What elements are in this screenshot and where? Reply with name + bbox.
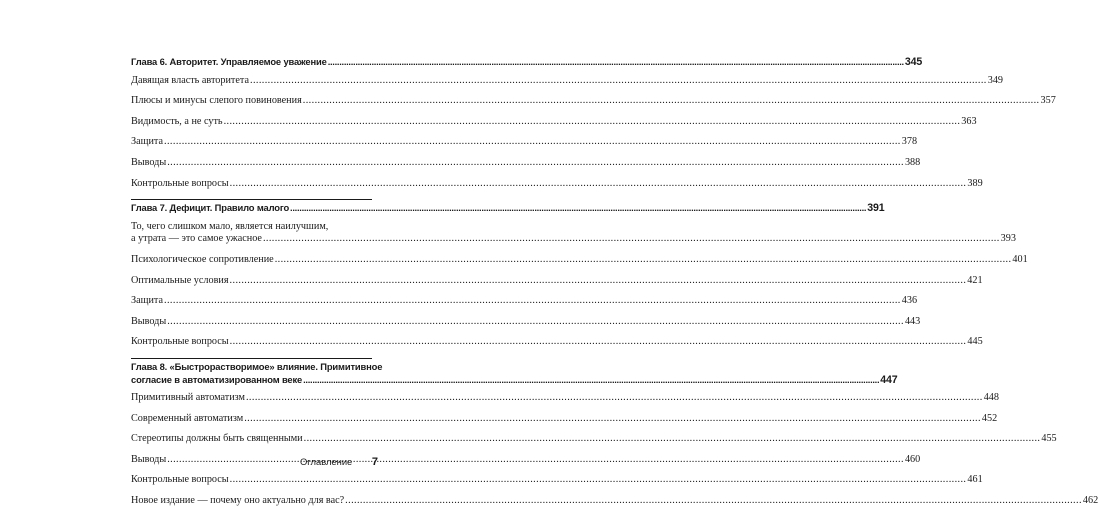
- chapter-page-number: 391: [867, 202, 885, 215]
- dot-leader: [230, 474, 967, 487]
- chapter-page-number: 345: [904, 56, 923, 68]
- dot-leader: [328, 56, 904, 69]
- toc-entry: [131, 274, 983, 288]
- toc-entry: [131, 136, 918, 149]
- page-number: 7: [371, 456, 378, 468]
- toc-entry: [131, 315, 921, 329]
- dot-leader: [250, 75, 987, 88]
- toc-entry: [131, 220, 1016, 246]
- toc-entry: [131, 412, 998, 426]
- entry-title-line: То, чего слишком мало, является наилучшим,: [131, 220, 329, 232]
- entry-title: Выводы: [131, 315, 167, 327]
- dot-leader: [246, 392, 983, 405]
- chapter-title-line: Глава 8. «Быстрорастворимое» влияние. Примитивное: [131, 360, 383, 372]
- entry-title: Новое издание — почему оно актуально для вас?: [131, 495, 345, 507]
- entry-title: а утрата — это самое ужасное: [131, 233, 262, 245]
- entry-page-number: 393: [1000, 233, 1016, 245]
- entry-page-number: 357: [1040, 95, 1056, 107]
- entry-title: Выводы: [131, 156, 167, 168]
- toc-entry: [131, 392, 999, 405]
- entry-page-number: 443: [904, 315, 921, 327]
- chapter-heading: [131, 358, 898, 386]
- entry-page-number: 455: [1041, 433, 1057, 445]
- entry-page-number: 349: [987, 74, 1003, 86]
- entry-page-number: 462: [1082, 495, 1098, 507]
- entry-page-number: 452: [981, 412, 998, 424]
- dot-leader: [164, 295, 901, 308]
- entry-title: Защита: [131, 136, 164, 148]
- entry-title: Выводы: [131, 453, 167, 465]
- dot-leader: [303, 374, 879, 387]
- entry-page-number: 436: [901, 295, 918, 307]
- entry-title: Плюсы и минусы слепого повиновения: [131, 95, 302, 107]
- entry-page-number: 401: [1012, 253, 1028, 265]
- toc-entry: [131, 177, 983, 191]
- chapter-heading: [131, 56, 923, 69]
- dot-leader: [164, 136, 901, 149]
- dot-leader: [230, 178, 967, 191]
- entry-page-number: 461: [967, 474, 983, 486]
- entry-page-number: 421: [967, 274, 983, 286]
- dot-leader: [345, 495, 1082, 508]
- dot-leader: [304, 433, 1041, 446]
- entry-page-number: 389: [967, 177, 983, 189]
- toc-entry: [131, 253, 1028, 267]
- entry-page-number: 378: [901, 136, 918, 148]
- toc-entry: [131, 336, 983, 349]
- dot-leader: [167, 454, 904, 467]
- dot-leader: [263, 233, 1000, 246]
- toc-entry: [131, 156, 921, 170]
- entry-page-number: 363: [961, 115, 977, 127]
- dot-leader: [275, 254, 1012, 267]
- dot-leader: [167, 316, 904, 329]
- entry-page-number: 460: [904, 453, 921, 465]
- table-of-contents: [131, 56, 1098, 508]
- entry-title: Психологическое сопротивление: [131, 253, 274, 265]
- entry-title: Примитивный автоматизм: [131, 392, 245, 404]
- entry-title: Видимость, а не суть: [131, 115, 223, 127]
- entry-title: Оптимальные условия: [131, 274, 229, 286]
- dot-leader: [290, 202, 866, 215]
- entry-page-number: 388: [904, 156, 921, 168]
- dot-leader: [224, 116, 961, 129]
- toc-entry: [131, 74, 1003, 88]
- dot-leader: [230, 275, 967, 288]
- entry-title: Давящая власть авторитета: [131, 74, 249, 86]
- chapter-heading: [131, 199, 885, 215]
- dot-leader: [244, 413, 981, 426]
- entry-title: Контрольные вопросы: [131, 474, 229, 486]
- entry-title: Стереотипы должны быть священными: [131, 433, 303, 445]
- toc-entry: [131, 115, 977, 129]
- toc-entry: [131, 433, 1057, 446]
- dot-leader: [167, 157, 904, 170]
- chapter-page-number: 447: [880, 373, 898, 386]
- toc-entry: [131, 95, 1056, 108]
- running-footer-label: Оглавление: [300, 456, 353, 467]
- chapter-title: Глава 7. Дефицит. Правило малого: [131, 202, 290, 214]
- page-footer: [300, 456, 378, 468]
- entry-title: Контрольные вопросы: [131, 177, 229, 189]
- chapter-title: Глава 6. Авторитет. Управляемое уважение: [131, 56, 327, 67]
- dot-leader: [303, 95, 1040, 108]
- entry-page-number: 448: [983, 392, 999, 404]
- toc-entry: [131, 295, 918, 308]
- chapter-title: согласие в автоматизированном веке: [131, 373, 303, 385]
- entry-page-number: 445: [967, 336, 983, 348]
- entry-title: Контрольные вопросы: [131, 336, 229, 348]
- toc-entry: [131, 474, 983, 487]
- entry-title: Современный автоматизм: [131, 412, 244, 424]
- entry-title: Защита: [131, 295, 164, 307]
- dot-leader: [230, 336, 967, 349]
- toc-entry: [131, 495, 1098, 508]
